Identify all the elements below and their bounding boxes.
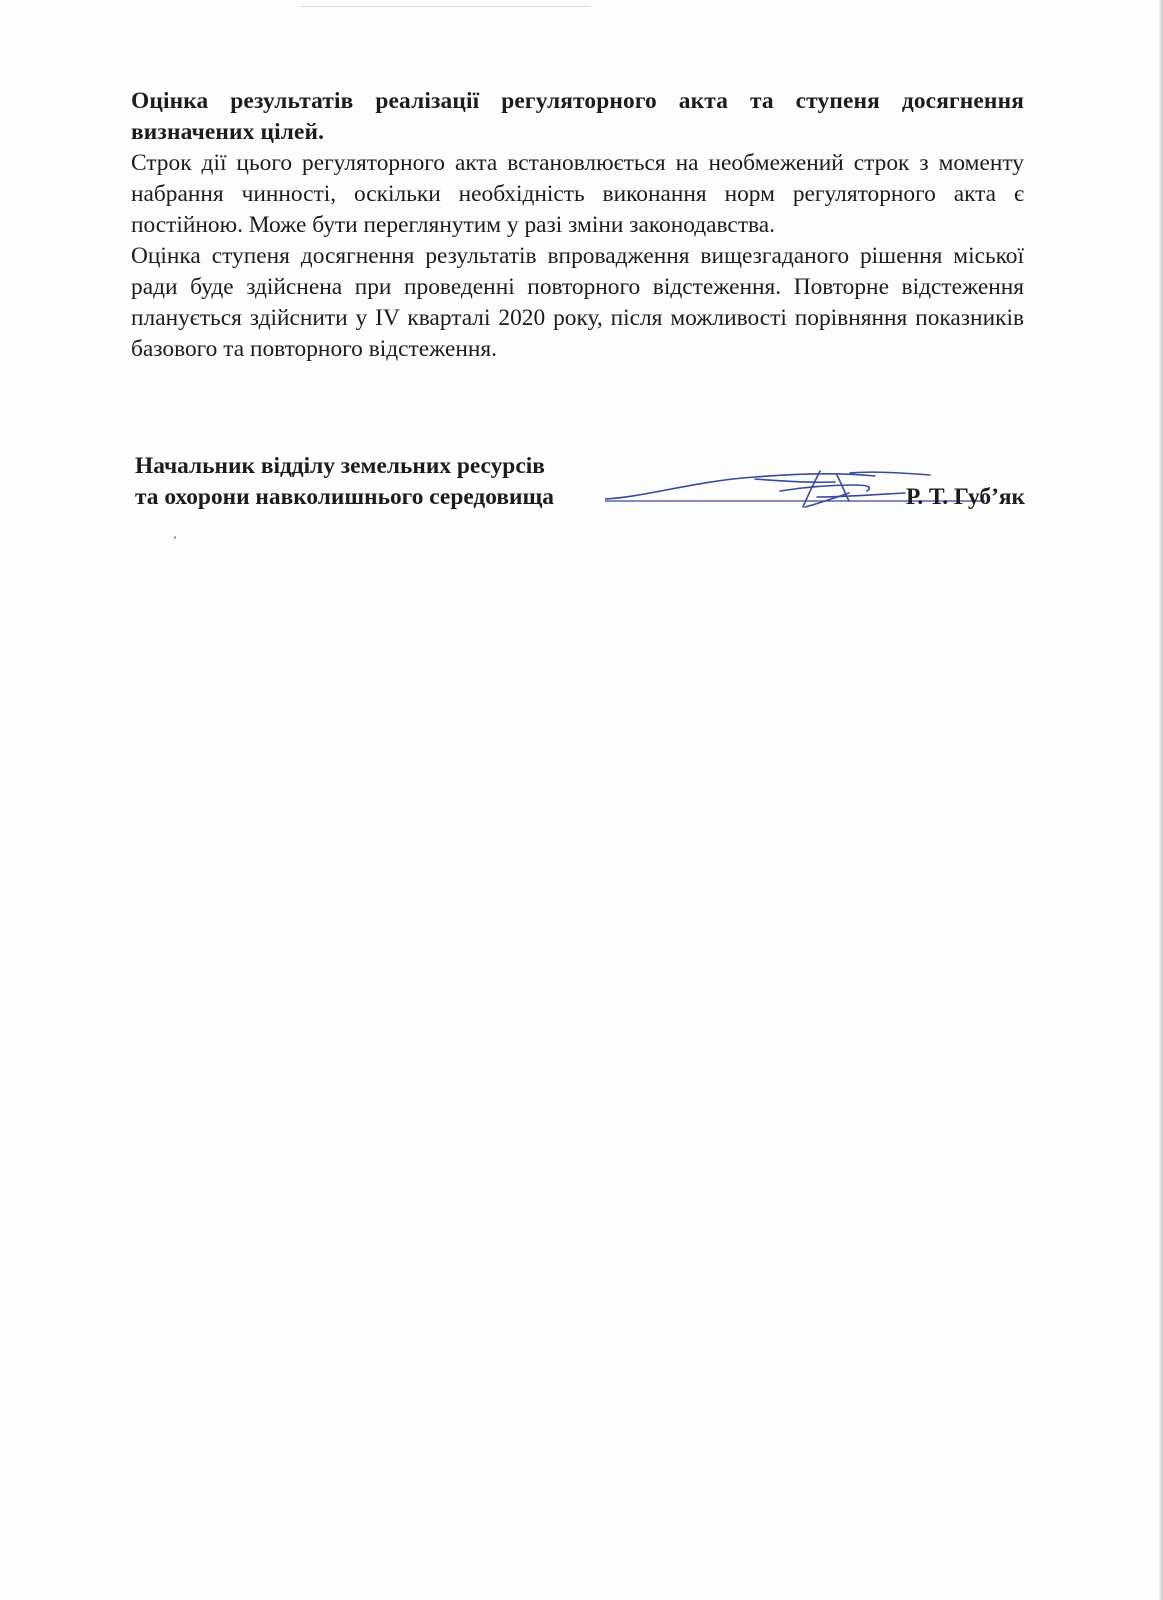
scan-edge-right — [1159, 0, 1163, 1600]
signatory-name: Р. Т. Губ’як — [905, 484, 1025, 510]
section-heading: Оцінка результатів реалізації регуляторного акта та ступеня досягнення визначених цілей. — [131, 88, 1024, 145]
paragraph-evaluation: Оцінка ступеня досягнення результатів впровадження вищезгаданого рішення міської ради буде здійснена при проведенні повторного відстеження. Повторне відстеження планується здійснити у IV кварталі 2020 року, після можливості порівняння показників базового та повторного відстеження. — [131, 243, 1024, 362]
signatory-position-line1: Начальник відділу земельних ресурсів — [135, 453, 545, 479]
signatory-position — [135, 451, 554, 513]
signatory-position-line2: та охорони навколишнього середовища — [135, 484, 554, 510]
document-body — [131, 86, 1024, 365]
paragraph-term: Строк дії цього регуляторного акта встановлюється на необмежений строк з моменту набрання чинності, оскільки необхідність виконання норм регуляторного акта є постійною. Може бути переглянутим у разі зміни законодавства. — [131, 150, 1024, 238]
signature-block — [135, 451, 1025, 521]
scan-speck — [174, 536, 176, 539]
scan-edge-top — [300, 6, 590, 7]
